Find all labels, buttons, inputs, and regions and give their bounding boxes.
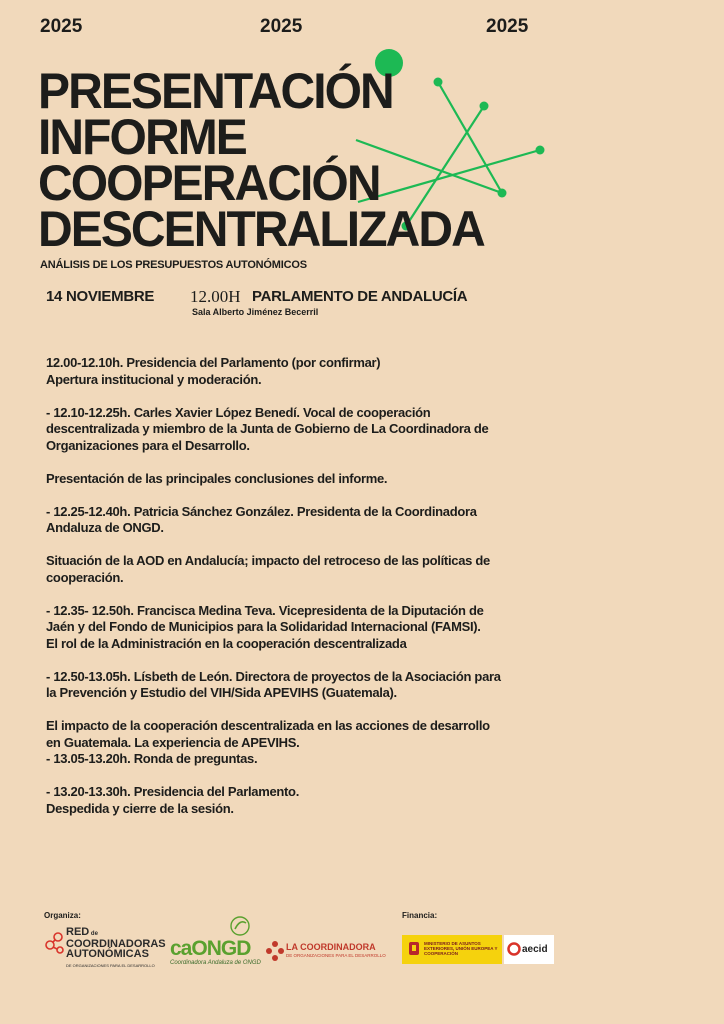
- la-coordinadora-logo: LA COORDINADORA DE ORGANIZACIONES PARA EL DESARROLLO: [266, 938, 396, 968]
- leaf-icon: [228, 915, 252, 937]
- agenda-item: - 12.35- 12.50h. Francisca Medina Teva. Vicepresidenta de la Diputación de Jaén y del Fondo de Municipios para la Solidaridad Internacional (FAMSI). El rol de la Administración en la cooperación descentralizada: [46, 602, 484, 651]
- subtitle: ANÁLISIS DE LOS PRESUPUESTOS AUTONÓMICOS: [40, 259, 307, 271]
- agenda-item: - 13.20-13.30h. Presidencia del Parlamento. Despedida y cierre de la sesión.: [46, 784, 300, 816]
- event-room: Sala Alberto Jiménez Becerril: [192, 307, 319, 317]
- caongd-logo: caONGD Coordinadora Andaluza de ONGD: [170, 915, 255, 970]
- agenda-item: - 12.10-12.25h. Carles Xavier López Benedí. Vocal de cooperación descentralizada y miembro de la Junta de Gobierno de La Coordinadora de Organizaciones para el Desarrollo.: [46, 404, 489, 453]
- title-line-2: INFORME: [38, 109, 246, 165]
- organiza-label: Organiza:: [44, 911, 81, 920]
- title-line-1: PRESENTACIÓN: [38, 63, 393, 119]
- coordinadora-icon: [266, 940, 284, 962]
- event-venue: PARLAMENTO DE ANDALUCÍA: [252, 288, 468, 305]
- title-line-3: COOPERACIÓN: [38, 155, 380, 211]
- event-title: [38, 63, 484, 257]
- program-agenda: [46, 355, 516, 834]
- agenda-item: - 12.50-13.05h. Lísbeth de León. Directora de proyectos de la Asociación para la Prevención y Estudio del VIH/Sida APEVIHS (Guatemala).: [46, 668, 501, 700]
- agenda-item: El impacto de la cooperación descentralizada en las acciones de desarrollo en Guatemala. La experiencia de APEVIHS. - 13.05-13.20h. Ronda de preguntas.: [46, 718, 490, 766]
- year-center: 2025: [260, 16, 303, 37]
- red-network-icon: [44, 927, 68, 957]
- agenda-item: - 12.25-12.40h. Patricia Sánchez González. Presidenta de la Coordinadora Andaluza de ONGD.: [46, 503, 477, 535]
- event-date: 14 NOVIEMBRE: [46, 288, 155, 305]
- event-time: 12.00H: [190, 287, 241, 306]
- agenda-item: Presentación de las principales conclusiones del informe.: [46, 470, 388, 486]
- aecid-logo: aecid: [504, 935, 554, 964]
- agenda-item: Situación de la AOD en Andalucía; impacto del retroceso de las políticas de cooperación.: [46, 553, 490, 585]
- aecid-icon: [507, 942, 521, 956]
- ministerio-logo: MINISTERIO DE ASUNTOS EXTERIORES, UNIÓN EUROPEA Y COOPERACIÓN: [402, 935, 502, 964]
- financia-label: Financia:: [402, 911, 438, 920]
- spain-coat-of-arms-icon: [406, 939, 422, 959]
- year-left: 2025: [40, 16, 83, 37]
- agenda-item: 12.00-12.10h. Presidencia del Parlamento (por confirmar) Apertura institucional y moderación.: [46, 355, 381, 387]
- year-right: 2025: [486, 16, 529, 37]
- title-line-4: DESCENTRALIZADA: [38, 201, 484, 257]
- red-coordinadoras-logo: RED de COORDINADORAS AUTONÓMICAS DE ORGANIZACIONES PARA EL DESARROLLO: [44, 925, 164, 973]
